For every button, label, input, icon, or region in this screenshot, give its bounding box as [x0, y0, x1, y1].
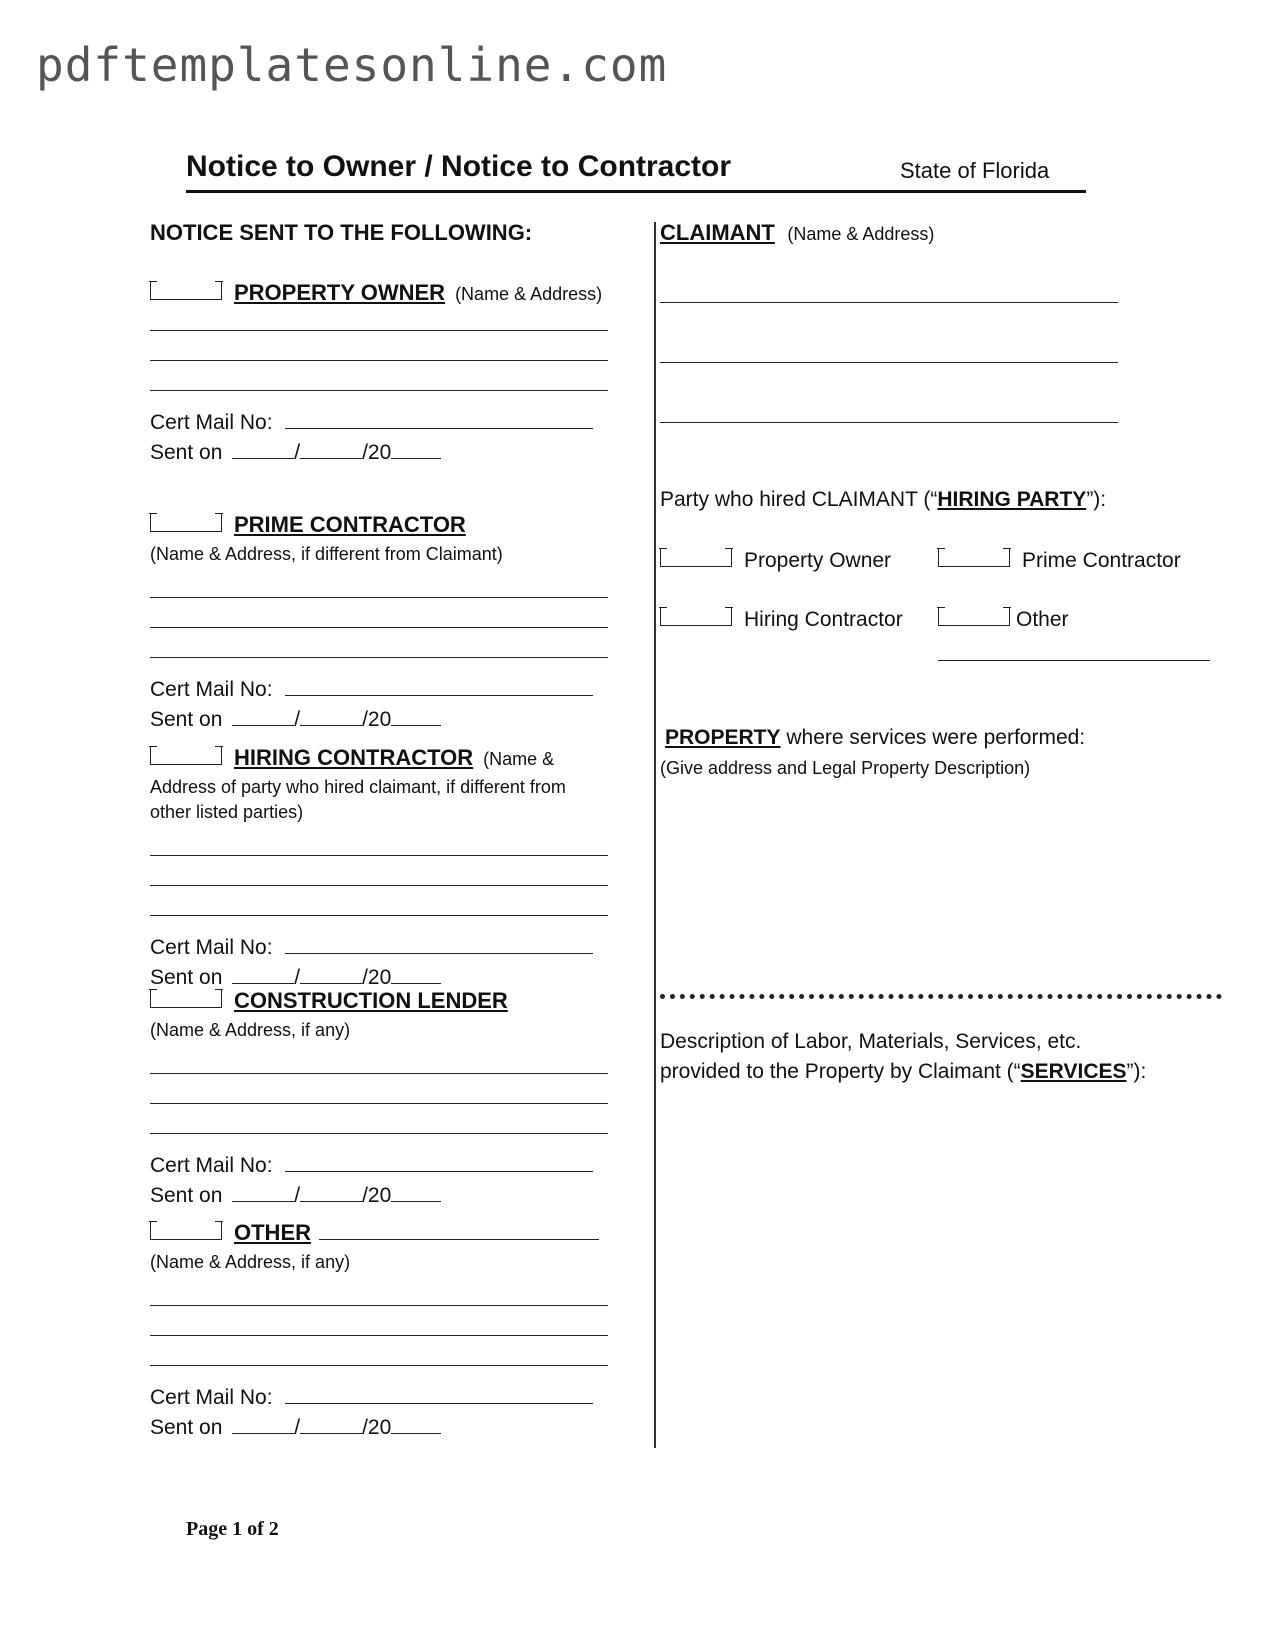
section-checkbox[interactable]: [150, 989, 222, 1008]
cert-mail-row: [150, 935, 593, 960]
hiring-party-label: [660, 488, 1106, 512]
address-line[interactable]: [150, 390, 608, 391]
cert-mail-row: [150, 1153, 593, 1178]
section-header: [150, 1220, 599, 1246]
sent-month-field[interactable]: [232, 1183, 294, 1202]
section-subtext: Address of party who hired claimant, if different from: [150, 777, 566, 797]
address-line[interactable]: [150, 657, 608, 658]
address-line[interactable]: [150, 1365, 608, 1366]
watermark-text: pdftemplatesonline.com: [36, 38, 668, 92]
sent-month-field[interactable]: [232, 965, 294, 984]
sent-year-field[interactable]: [391, 965, 441, 984]
sent-month-field[interactable]: [232, 440, 294, 459]
option-other[interactable]: [938, 607, 1069, 632]
address-line[interactable]: [150, 1073, 608, 1074]
checkbox-hiring-contractor[interactable]: [660, 607, 732, 626]
cert-mail-field[interactable]: [285, 677, 593, 696]
year-prefix: /20: [362, 441, 392, 464]
year-prefix: /20: [362, 966, 392, 989]
cert-mail-label: Cert Mail No:: [150, 678, 273, 701]
claimant-suffix: (Name & Address): [787, 224, 935, 244]
services-suffix: ”):: [1126, 1060, 1147, 1083]
cert-mail-field[interactable]: [285, 1385, 593, 1404]
cert-mail-field[interactable]: [285, 1153, 593, 1172]
claimant-line-1[interactable]: [660, 302, 1118, 303]
claimant-heading: [660, 220, 934, 246]
claimant-line-3[interactable]: [660, 422, 1118, 423]
other-name-field[interactable]: [319, 1221, 599, 1240]
option-prime-contractor[interactable]: [938, 548, 1181, 573]
cert-mail-row: [150, 677, 593, 702]
cert-mail-label: Cert Mail No:: [150, 1386, 273, 1409]
hiring-party-suffix: ”):: [1086, 488, 1107, 511]
section-title: PRIME CONTRACTOR: [234, 512, 466, 537]
checkbox-property-owner[interactable]: [660, 548, 732, 567]
address-line[interactable]: [150, 360, 608, 361]
sent-year-field[interactable]: [391, 707, 441, 726]
sent-year-field[interactable]: [391, 1415, 441, 1434]
sent-on-row: Sent on / /20: [150, 1183, 441, 1208]
sent-on-row: Sent on / /20: [150, 965, 441, 990]
address-line[interactable]: [150, 330, 608, 331]
property-bold: PROPERTY: [665, 726, 781, 749]
dotted-separator: [660, 994, 1222, 999]
address-line[interactable]: [150, 885, 608, 886]
sent-day-field[interactable]: [300, 707, 362, 726]
property-description-area[interactable]: [660, 790, 1215, 980]
option-label: Property Owner: [744, 549, 892, 572]
address-line[interactable]: [150, 1103, 608, 1104]
services-description-area[interactable]: [660, 1095, 1215, 1425]
sent-on-label: Sent on: [150, 708, 223, 731]
section-subtext: (Name & Address, if different from Claimant): [150, 544, 503, 564]
address-line[interactable]: [150, 855, 608, 856]
section-title: OTHER: [234, 1220, 311, 1245]
sent-day-field[interactable]: [300, 1183, 362, 1202]
address-line[interactable]: [150, 627, 608, 628]
sent-month-field[interactable]: [232, 1415, 294, 1434]
section-checkbox[interactable]: [150, 746, 222, 765]
cert-mail-field[interactable]: [285, 935, 593, 954]
claimant-line-2[interactable]: [660, 362, 1118, 363]
form-title: Notice to Owner / Notice to Contractor: [186, 150, 732, 183]
sent-on-row: Sent on / /20: [150, 1415, 441, 1440]
year-prefix: /20: [362, 708, 392, 731]
sent-day-field[interactable]: [300, 440, 362, 459]
section-title: HIRING CONTRACTOR: [234, 745, 474, 770]
sent-year-field[interactable]: [391, 440, 441, 459]
sent-month-field[interactable]: [232, 707, 294, 726]
section-title: CONSTRUCTION LENDER: [234, 988, 508, 1013]
property-rest: where services were performed:: [780, 726, 1086, 749]
section-title-suffix: (Name &: [483, 749, 555, 769]
section-checkbox[interactable]: [150, 513, 222, 532]
option-hiring-contractor[interactable]: [660, 607, 903, 632]
cert-mail-field[interactable]: [285, 410, 593, 429]
page-number: Page 1 of 2: [186, 1518, 279, 1540]
services-line-1: Description of Labor, Materials, Services, etc.: [660, 1030, 1082, 1053]
section-subtext: other listed parties): [150, 802, 304, 822]
sent-on-row: Sent on / /20: [150, 707, 441, 732]
option-label: Hiring Contractor: [744, 608, 903, 631]
notice-sent-heading: NOTICE SENT TO THE FOLLOWING:: [150, 220, 533, 245]
section-header: [150, 512, 466, 538]
address-line[interactable]: [150, 1133, 608, 1134]
section-checkbox[interactable]: [150, 1221, 222, 1240]
state-label: State of Florida: [900, 158, 1050, 183]
sent-day-field[interactable]: [300, 965, 362, 984]
address-line[interactable]: [150, 597, 608, 598]
property-label: [665, 726, 1085, 750]
sent-on-row: Sent on / /20: [150, 440, 441, 465]
sent-day-field[interactable]: [300, 1415, 362, 1434]
cert-mail-label: Cert Mail No:: [150, 411, 273, 434]
option-label: Other: [1016, 608, 1069, 631]
sent-on-label: Sent on: [150, 966, 223, 989]
sent-on-label: Sent on: [150, 1184, 223, 1207]
section-subtext: (Name & Address, if any): [150, 1020, 351, 1040]
section-checkbox[interactable]: [150, 281, 222, 300]
services-line-2: [660, 1060, 1146, 1084]
property-sub: (Give address and Legal Property Description): [660, 758, 1031, 778]
section-title-suffix: (Name & Address): [455, 284, 603, 304]
sent-on-label: Sent on: [150, 441, 223, 464]
sent-year-field[interactable]: [391, 1183, 441, 1202]
cert-mail-label: Cert Mail No:: [150, 1154, 273, 1177]
section-header: [150, 988, 508, 1014]
address-line[interactable]: [150, 1335, 608, 1336]
column-divider: [654, 222, 656, 1448]
section-header: [150, 280, 602, 306]
address-line[interactable]: [150, 915, 608, 916]
other-party-line[interactable]: [938, 660, 1210, 661]
sent-on-label: Sent on: [150, 1416, 223, 1439]
hiring-party-bold: HIRING PARTY: [937, 488, 1087, 511]
services-prefix: provided to the Property by Claimant (“: [660, 1060, 1021, 1083]
option-property-owner[interactable]: [660, 548, 891, 573]
checkbox-other[interactable]: [938, 607, 1010, 626]
address-line[interactable]: [150, 1305, 608, 1306]
title-rule: [186, 190, 1086, 193]
cert-mail-row: [150, 1385, 593, 1410]
services-bold: SERVICES: [1020, 1060, 1127, 1083]
cert-mail-row: [150, 410, 593, 435]
section-title: PROPERTY OWNER: [234, 280, 446, 305]
hiring-party-prefix: Party who hired CLAIMANT (“: [660, 488, 938, 511]
year-prefix: /20: [362, 1416, 392, 1439]
checkbox-prime-contractor[interactable]: [938, 548, 1010, 567]
section-subtext: (Name & Address, if any): [150, 1252, 351, 1272]
option-label: Prime Contractor: [1022, 549, 1181, 572]
cert-mail-label: Cert Mail No:: [150, 936, 273, 959]
section-header: [150, 745, 554, 771]
claimant-title: CLAIMANT: [660, 220, 775, 245]
year-prefix: /20: [362, 1184, 392, 1207]
